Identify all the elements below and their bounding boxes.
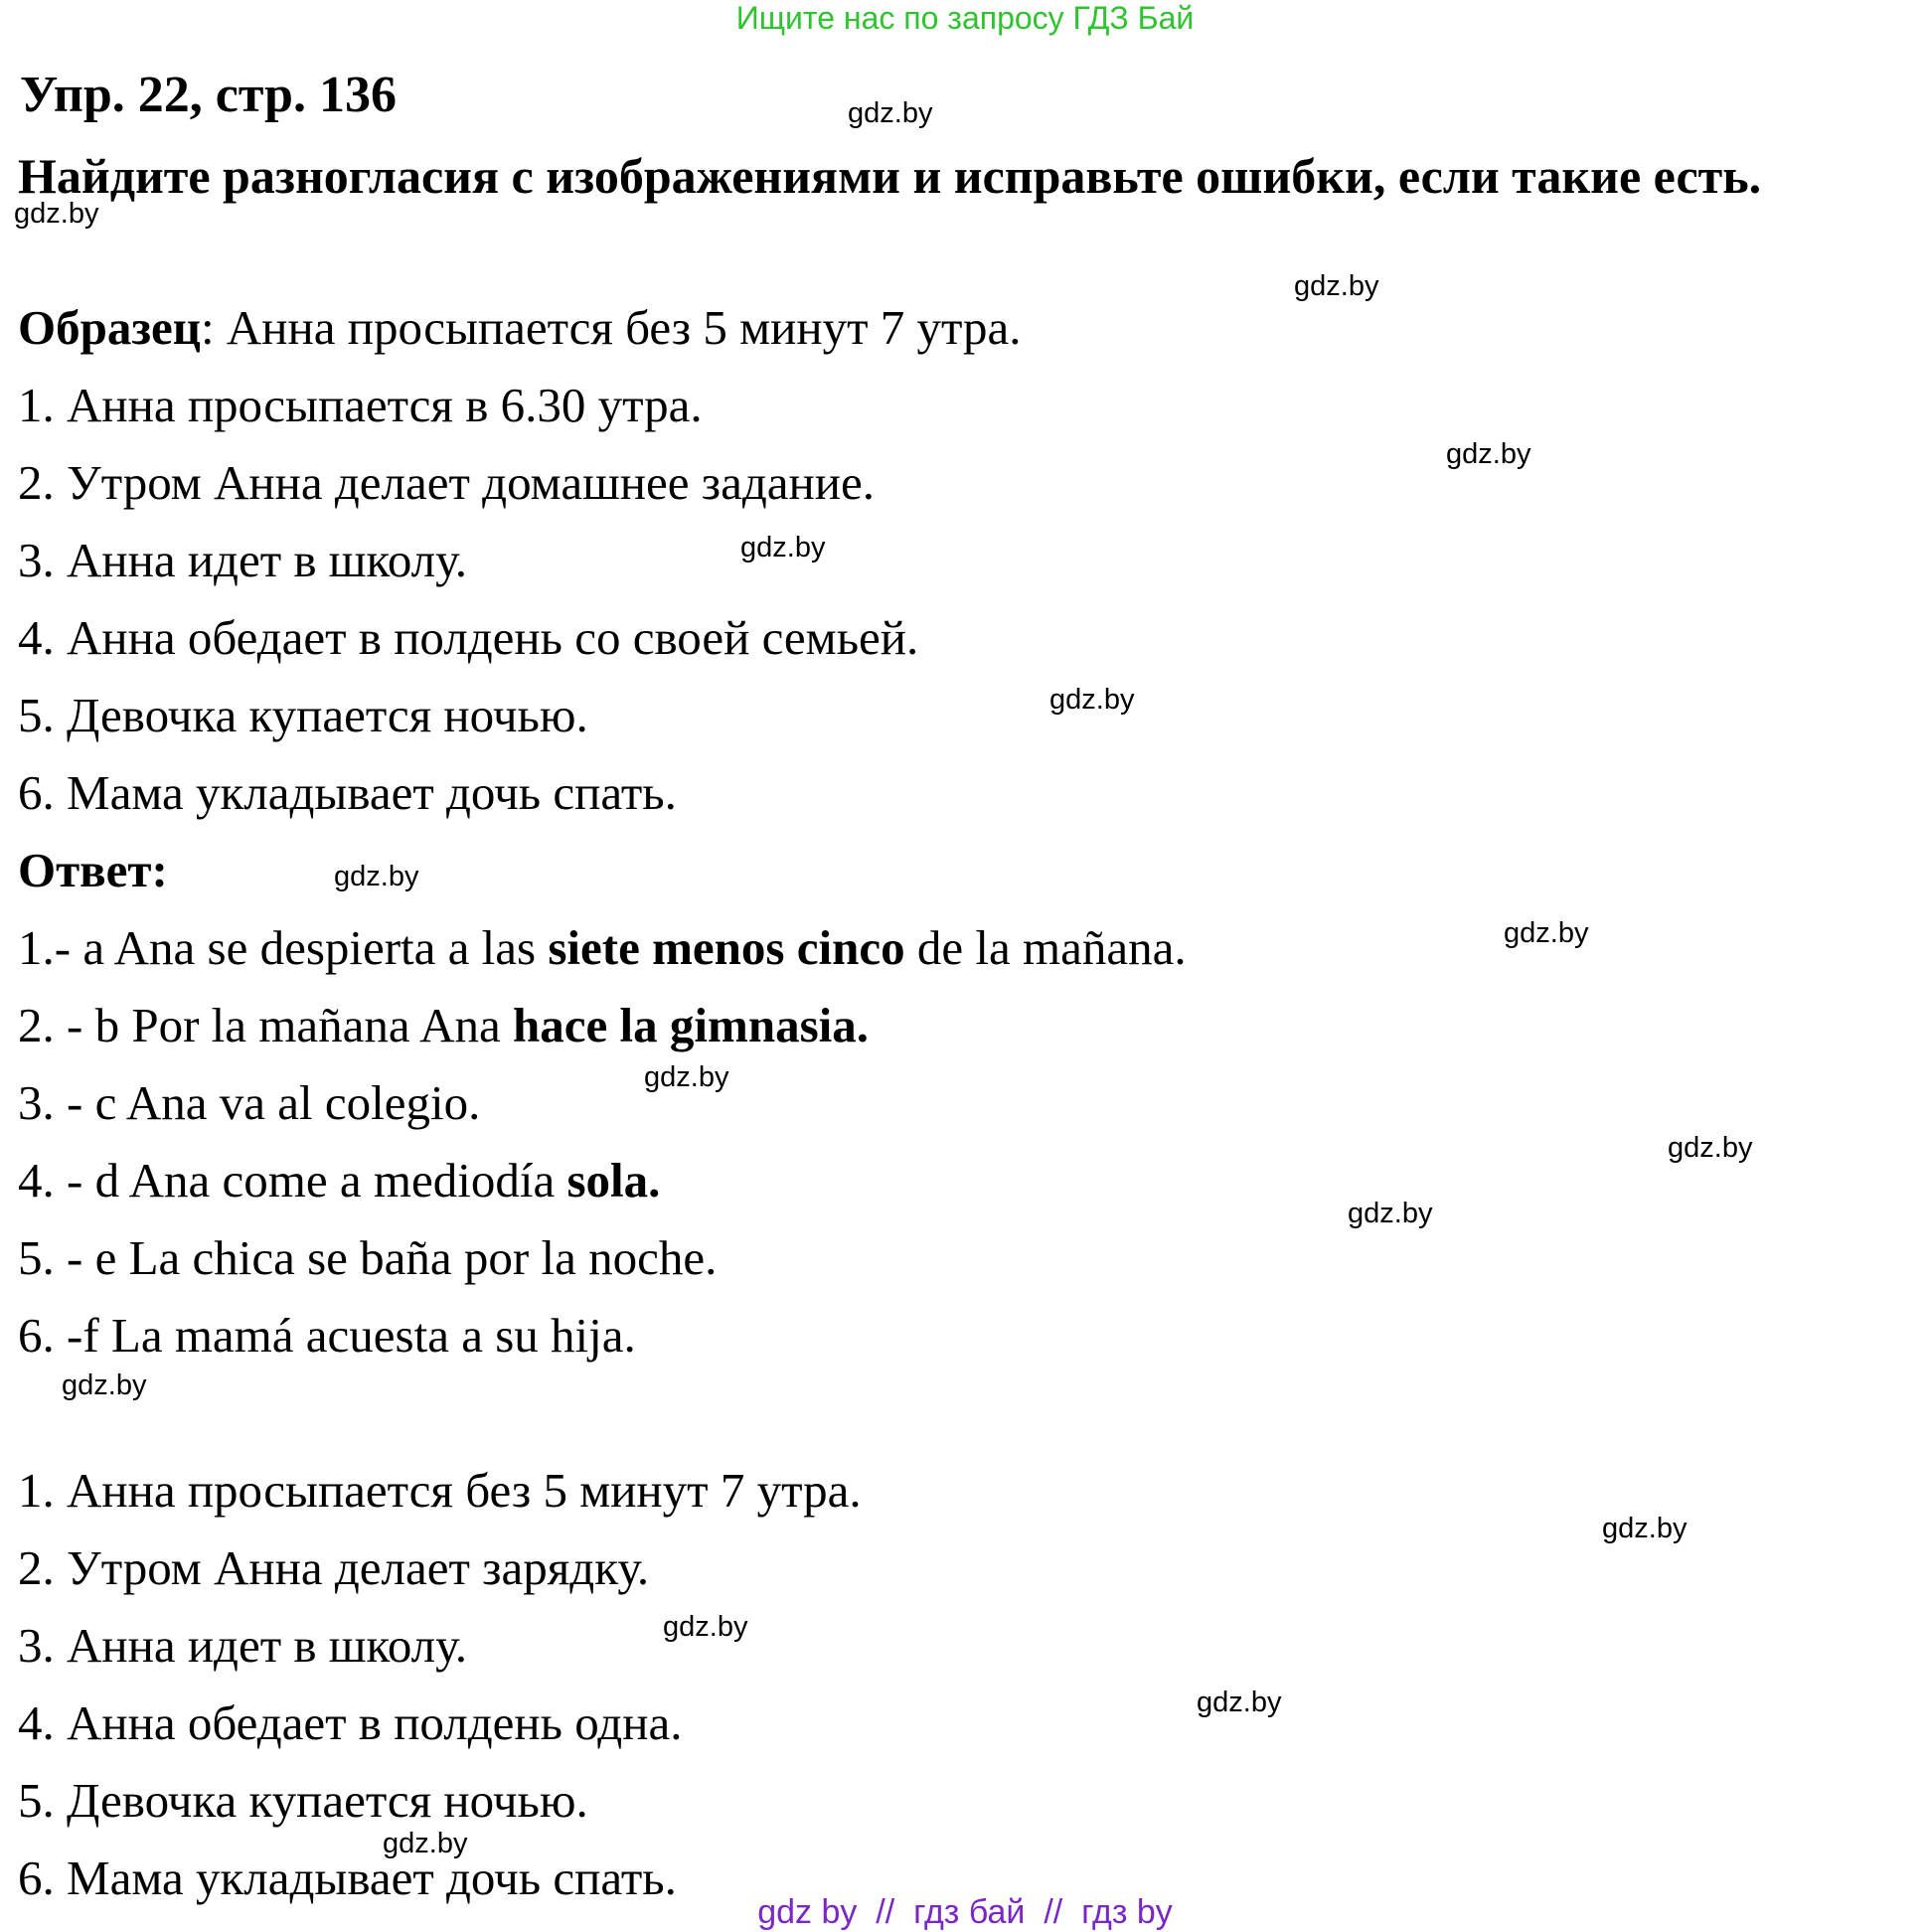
statement-5: 5. Девочка купается ночью.	[18, 688, 588, 742]
sample-label: Образец	[18, 300, 202, 355]
translation-6: 6. Мама укладывает дочь спать.	[18, 1851, 677, 1905]
watermark: gdz.by	[1348, 1198, 1433, 1229]
watermark: gdz.by	[663, 1611, 748, 1643]
answer-es-1-suffix: de la mañana.	[904, 920, 1187, 975]
task-text: Найдите разногласия с изображениями и исправьте ошибки, если такие есть.	[18, 148, 1762, 204]
watermark: gdz.by	[62, 1369, 147, 1401]
answer-es-1	[18, 918, 1187, 978]
answer-label: Ответ:	[18, 843, 168, 897]
watermark: gdz.by	[1668, 1132, 1753, 1164]
sample-separator: :	[201, 300, 215, 355]
watermark: gdz.by	[14, 198, 99, 230]
watermark: gdz.by	[644, 1061, 729, 1093]
answer-es-6-prefix: 6. -f La mamá acuesta a su hija.	[18, 1308, 636, 1363]
statement-3: 3. Анна идет в школу.	[18, 533, 467, 587]
sample-text: Анна просыпается без 5 минут 7 утра.	[214, 300, 1022, 355]
translation-4: 4. Анна обедает в полдень одна.	[18, 1695, 683, 1750]
answer-es-4	[18, 1151, 660, 1210]
answer-es-5-prefix: 5. - e La chica se baña por la noche.	[18, 1230, 718, 1285]
answer-es-1-bold: siete menos cinco	[548, 920, 905, 975]
answer-es-5	[18, 1228, 717, 1288]
answer-es-2-bold: hace la gimnasia.	[513, 998, 870, 1052]
sample-line	[18, 298, 1022, 358]
watermark: gdz.by	[740, 532, 826, 564]
answer-es-6	[18, 1306, 636, 1366]
watermark: gdz.by	[1049, 684, 1135, 716]
watermark: gdz.by	[1446, 438, 1531, 470]
statement-6: 6. Мама укладывает дочь спать.	[18, 765, 677, 820]
watermark: gdz.by	[383, 1828, 468, 1859]
watermark: gdz.by	[1197, 1687, 1282, 1718]
translation-2: 2. Утром Анна делает зарядку.	[18, 1540, 650, 1595]
watermark: gdz.by	[334, 861, 419, 892]
answer-es-3-prefix: 3. - c Ana va al colegio.	[18, 1075, 481, 1130]
translation-1: 1. Анна просыпается без 5 минут 7 утра.	[18, 1463, 862, 1518]
watermark: gdz.by	[1504, 917, 1589, 949]
answer-es-2-prefix: 2. - b Por la mañana Ana	[18, 998, 514, 1052]
answer-es-2	[18, 996, 869, 1055]
translation-3: 3. Анна идет в школу.	[18, 1618, 467, 1673]
watermark: gdz.by	[848, 97, 933, 129]
statement-2: 2. Утром Анна делает домашнее задание.	[18, 455, 875, 510]
translation-5: 5. Девочка купается ночью.	[18, 1773, 588, 1828]
answer-es-1-prefix: 1.- a Ana se despierta a las	[18, 920, 549, 975]
answer-es-4-prefix: 4. - d Ana come a mediodía	[18, 1153, 567, 1208]
answer-es-4-bold: sola.	[566, 1153, 661, 1208]
footer-banner: gdz by // гдз бай // гдз by	[757, 1893, 1173, 1931]
answer-es-3	[18, 1073, 480, 1133]
watermark: gdz.by	[1602, 1513, 1688, 1544]
watermark: gdz.by	[1294, 270, 1379, 302]
top-banner: Ищите нас по запросу ГДЗ Бай	[735, 0, 1195, 36]
statement-4: 4. Анна обедает в полдень со своей семьей.	[18, 610, 919, 665]
exercise-title: Упр. 22, стр. 136	[20, 67, 397, 123]
statement-1: 1. Анна просыпается в 6.30 утра.	[18, 378, 703, 432]
